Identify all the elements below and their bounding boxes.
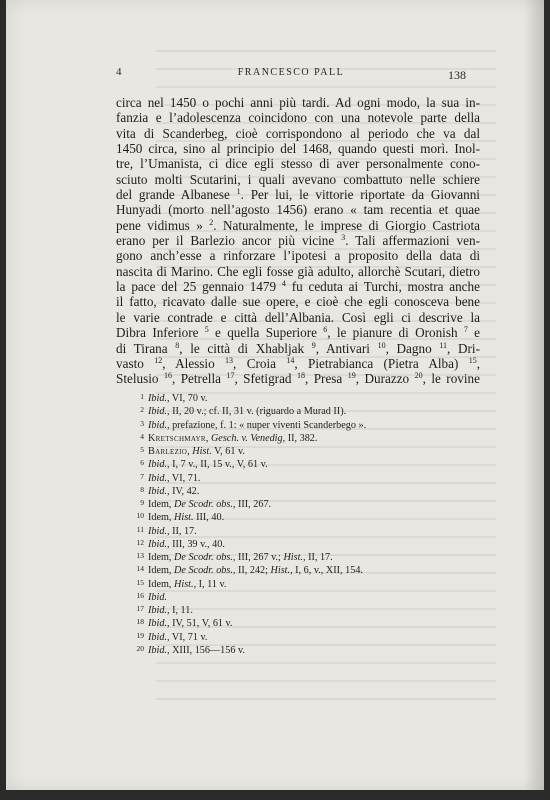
text-line [116, 356, 480, 371]
text-line [116, 126, 480, 141]
citation-text: , [205, 432, 211, 444]
citation-title: Ibid. [148, 393, 167, 404]
text-line [116, 279, 480, 294]
footnote-marker: 15 [468, 355, 477, 365]
text-run: , le pianure di Oronish [327, 325, 464, 341]
citation-text: , prefazione, f. 1: « nuper viventi Scanderbego ». [166, 419, 367, 431]
text-line [116, 202, 480, 217]
footnote-marker: 8 [175, 340, 180, 350]
footnote [120, 551, 480, 564]
text-run: , Pietrabianca (Pietra Alba) [294, 355, 469, 371]
footnote-text [148, 392, 207, 405]
text-run: sciuto molti Scutarini, i quali avevano combattuto nelle schiere [116, 171, 480, 187]
footnotes-block [120, 392, 480, 657]
citation-title: Ibid. [148, 419, 167, 431]
page-edge-shadow [524, 0, 544, 790]
footnote-number: 11 [136, 524, 144, 534]
citation-title: Ibid. [148, 644, 167, 656]
footnote-marker: 9 [311, 340, 316, 350]
footnote-number: 18 [136, 617, 144, 627]
text-line [116, 110, 480, 125]
citation-title: De Scodr. obs. [174, 499, 233, 510]
footnote-number: 1 [140, 392, 144, 401]
text-line [116, 341, 480, 356]
citation-title: Hist. [283, 552, 303, 563]
footnote [120, 591, 480, 604]
footnote [120, 564, 480, 577]
citation-title: Hist. [174, 578, 194, 590]
citation-text: , II, 17. [166, 525, 197, 537]
citation-title: Ibid. [148, 631, 167, 643]
folio-number: 138 [448, 68, 466, 82]
footnote-marker: 6 [323, 325, 328, 335]
page-number: 4 [116, 66, 122, 78]
footnote [120, 458, 480, 471]
footnote-number: 20 [136, 643, 144, 653]
main-text-block [116, 95, 480, 387]
citation-title: Hist. [270, 565, 291, 577]
footnote [120, 405, 480, 418]
running-header [116, 66, 466, 82]
citation-text: , II, 20 v.; cf. II, 31 v. (riguardo a Murad II). [166, 406, 347, 418]
citation-title: Ibid. [148, 485, 167, 497]
footnote-text [148, 617, 233, 630]
text-run: Dibra Inferiore [116, 325, 205, 341]
text-line [116, 156, 480, 171]
citation-text: , VI, 71 v. [166, 631, 208, 643]
citation-text: , III, 39 v., 40. [166, 538, 225, 550]
text-run: . Per lui, le vittorie riportate da Giovanni [240, 187, 480, 203]
text-run: tre, l’Umanista, ci dice egli stesso di aver personalmente cono- [116, 156, 480, 172]
text-line [116, 325, 480, 340]
citation-text: , XIII, 156—156 v. [166, 644, 245, 656]
footnote-number: 2 [140, 405, 144, 415]
text-line [116, 310, 480, 325]
footnote-text [148, 591, 167, 604]
citation-text: , I, 7 v., II, 15 v., V, 61 v. [166, 459, 268, 471]
text-run: , [476, 355, 480, 371]
text-run: nascita di Marino. Che egli fosse già adulto, allorchè Scutari, dietro [116, 263, 480, 279]
footnote-text [148, 472, 200, 485]
citation-title: Ibid. [148, 591, 167, 603]
footnote-number: 6 [140, 458, 144, 468]
footnote-marker: 12 [154, 355, 163, 365]
footnote-marker: 17 [226, 371, 235, 381]
citation-text: Idem, [148, 499, 175, 510]
footnote-text [148, 432, 317, 445]
footnote-text [148, 525, 197, 538]
footnote-marker: 19 [347, 371, 356, 381]
text-line [116, 371, 480, 386]
running-head-author: FRANCESCO PALL [237, 67, 345, 78]
text-run: erano per il Barlezio ancor più vicine [116, 233, 342, 249]
citation-text: Idem, [148, 565, 175, 577]
citation-text: , II, 17. [302, 552, 333, 563]
text-line [116, 187, 480, 202]
text-run: pene vidimus » [116, 217, 210, 233]
footnote-text [148, 405, 346, 418]
text-run: , Sfetigrad [234, 371, 297, 387]
footnote-number: 16 [136, 590, 144, 600]
footnote-number: 10 [136, 511, 144, 521]
citation-author: Barlezio [148, 446, 188, 457]
text-line [116, 264, 480, 279]
text-run: e [467, 325, 481, 341]
footnote [120, 432, 480, 445]
citation-title: Ibid. [148, 459, 167, 471]
footnote-number: 14 [136, 564, 144, 574]
citation-text: , I, 11 v. [193, 578, 227, 590]
citation-text: , VI, 71. [166, 472, 201, 484]
text-run: vasto [116, 355, 155, 371]
footnote-text [148, 419, 366, 432]
citation-title: Ibid. [148, 538, 167, 550]
text-run: e quella Superiore [208, 325, 324, 341]
footnote-number: 15 [136, 577, 144, 587]
citation-text: , IV, 51, V, 61 v. [166, 618, 233, 630]
text-run: circa nel 1450 o pochi anni più tardi. Ad ogni modo, la sua in- [116, 95, 480, 110]
footnote-text [148, 564, 363, 577]
text-run: , Antivari [315, 340, 378, 356]
footnote-number: 7 [140, 471, 144, 481]
footnote [120, 445, 480, 458]
citation-title: Gesch. v. Venedig [210, 432, 283, 444]
footnote-text [148, 458, 268, 471]
footnote-marker: 2 [209, 217, 214, 227]
book-page [6, 0, 544, 790]
footnote [120, 604, 480, 617]
text-run: , Dri- [447, 340, 480, 356]
footnote-marker: 7 [463, 325, 468, 335]
footnote-text [148, 538, 225, 551]
text-run: , Croia [233, 355, 287, 371]
text-run: , Alessio [162, 355, 226, 371]
text-line [116, 294, 480, 309]
footnote-text [148, 511, 224, 524]
text-run: 1450 circa, sino al principio del 1468, quando questi morì. Inol- [116, 141, 480, 157]
footnote-text [148, 578, 226, 591]
text-run: fanzia e l’adolescenza coincidono con una notevole parte della [116, 110, 480, 126]
footnote [120, 498, 480, 511]
footnote [120, 472, 480, 485]
footnote [120, 578, 480, 591]
footnote-number: 4 [140, 431, 144, 441]
footnote-marker: 10 [377, 340, 386, 350]
citation-title: Ibid. [148, 406, 167, 418]
text-line [116, 248, 480, 263]
text-run: vita di Scanderbeg, cioè corrispondono al periodo che va dal [116, 125, 480, 141]
footnote-text [148, 631, 207, 644]
text-run: gono anch’esse a rinforzare l’ipotesi a proposito della data di [116, 248, 480, 264]
citation-title: De Scodr. obs. [174, 565, 233, 577]
footnote-marker: 20 [414, 371, 423, 381]
citation-title: Ibid. [148, 618, 167, 630]
text-run: , le città di Xhabljak [179, 340, 312, 356]
footnote-number: 5 [140, 445, 144, 454]
citation-title: Ibid. [148, 525, 167, 537]
text-run: , Petrella [171, 371, 227, 387]
footnote [120, 419, 480, 432]
footnote-marker: 18 [296, 371, 305, 381]
footnote [120, 644, 480, 657]
footnote [120, 617, 480, 630]
footnote-number: 9 [140, 498, 144, 507]
citation-text: , III, 267 v.; [232, 552, 284, 563]
text-run: . Naturalmente, le imprese di Giorgio Castriota [213, 217, 480, 233]
citation-title: Hist. [174, 512, 194, 524]
text-line [116, 141, 480, 156]
footnote-marker: 13 [225, 355, 234, 365]
footnote-number: 17 [136, 604, 144, 613]
footnote-marker: 16 [163, 371, 172, 381]
citation-text: V, 61 v. [211, 446, 245, 457]
footnote [120, 538, 480, 551]
footnote [120, 392, 480, 405]
text-run: Hunyadi (morto nell’agosto 1456) erano « tam recentia et quae [116, 202, 480, 218]
footnote-number: 8 [140, 484, 144, 494]
text-run: di Tirana [116, 340, 176, 356]
citation-text: , II, 242; [232, 565, 271, 577]
citation-text: , I, 6, v., XII, 154. [290, 565, 363, 577]
text-run: . Tali affermazioni ven- [345, 233, 480, 249]
citation-title: De Scodr. obs. [174, 552, 233, 563]
footnote-marker: 3 [341, 233, 346, 243]
footnote [120, 511, 480, 524]
citation-text: , [187, 446, 193, 457]
text-line [116, 95, 480, 110]
text-run: Stelusio [116, 371, 164, 387]
citation-title: Ibid. [148, 605, 167, 616]
footnote-text [148, 485, 199, 498]
footnote-number: 12 [136, 537, 144, 547]
citation-text: , II, 382. [282, 432, 318, 444]
citation-author: Kretschmayr [148, 432, 206, 444]
footnote [120, 485, 480, 498]
footnote-text [148, 604, 193, 617]
footnote-text [148, 551, 333, 564]
text-line [116, 172, 480, 187]
text-run: la pace del 25 gennaio 1479 [116, 279, 282, 295]
footnote-marker: 14 [286, 355, 295, 365]
text-line [116, 233, 480, 248]
citation-title: Ibid. [148, 472, 167, 484]
footnote-marker: 11 [439, 340, 448, 350]
footnote-text [148, 445, 245, 458]
citation-text: III, 40. [193, 512, 225, 524]
text-run: , le rovine [422, 371, 480, 387]
citation-text: , III, 267. [232, 499, 272, 510]
footnote-number: 13 [136, 551, 144, 560]
citation-title: Hist. [192, 446, 212, 457]
footnote-text [148, 498, 271, 511]
footnote-marker: 1 [236, 187, 241, 197]
text-run: le varie contrade e città dell’Albania. Così egli ci descrive la [116, 309, 480, 325]
footnote-number: 19 [136, 630, 144, 640]
citation-text: , VI, 70 v. [166, 393, 208, 404]
citation-text: , I, 11. [166, 605, 193, 616]
citation-text: Idem, [148, 512, 175, 524]
footnote [120, 525, 480, 538]
footnote [120, 631, 480, 644]
text-line [116, 218, 480, 233]
text-run: , Durazzo [355, 371, 415, 387]
text-run: il fatto, ricavato dalle sue opere, e cioè che egli conosceva bene [116, 294, 480, 310]
footnote-number: 3 [140, 418, 144, 428]
text-run: fu ceduta ai Turchi, mostra anche [285, 279, 480, 295]
footnote-marker: 5 [204, 325, 209, 335]
text-run: , Presa [304, 371, 348, 387]
citation-text: Idem, [148, 552, 175, 563]
footnote-text [148, 644, 245, 657]
citation-text: , IV, 42. [166, 485, 200, 497]
text-run: del grande Albanese [116, 187, 237, 203]
citation-text: Idem, [148, 578, 175, 590]
text-run: , Dagno [385, 340, 440, 356]
footnote-marker: 4 [281, 279, 286, 289]
